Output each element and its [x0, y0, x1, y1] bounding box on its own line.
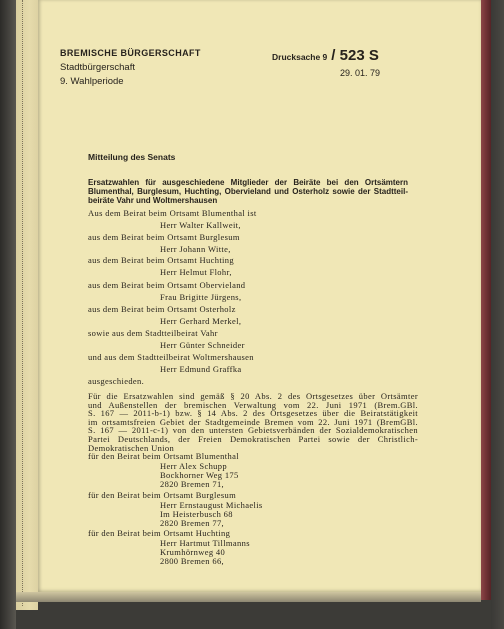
nominee-street: Krumhörnweg 40: [160, 547, 226, 557]
organization-name: BREMISCHE BÜRGERSCHAFT: [60, 48, 201, 58]
departure-person: Herr Walter Kallweit,: [160, 220, 241, 230]
chamber-name: Stadtbürgerschaft: [60, 62, 135, 73]
document-title: Mitteilung des Senats: [88, 152, 176, 162]
departure-person: Herr Edmund Graffka: [160, 364, 242, 374]
departure-person: Herr Johann Witte,: [160, 244, 231, 254]
page-bottom-edge: [16, 592, 481, 602]
departure-board: aus dem Beirat beim Ortsamt Huchting: [88, 255, 234, 265]
departure-person: Herr Helmut Flohr,: [160, 267, 232, 277]
binder-spine: [0, 0, 16, 629]
subject-line: beiräte Vahr und Woltmershausen: [88, 196, 218, 205]
binder-margin-strip: [16, 0, 38, 610]
legislative-period: 9. Wahlperiode: [60, 76, 124, 87]
nomination-board: für den Beirat beim Ortsamt Huchting: [88, 528, 231, 538]
nominee-street: Bockhorner Weg 175: [160, 470, 239, 480]
departure-board: aus dem Beirat beim Ortsamt Burglesum: [88, 232, 240, 242]
paragraph-line: Demokratischen Union: [88, 442, 175, 453]
nominee-city: 2820 Bremen 77,: [160, 518, 225, 528]
paragraph-line: S. 167 — 2011-b-1) bzw. § 14 Abs. 2 des Ortsgesetzes über die Beiratstätigkeit: [88, 408, 418, 419]
binder-outer-edge: [491, 0, 504, 629]
document-date: 29. 01. 79: [340, 68, 381, 78]
subject-line: Blumenthal, Burglesum, Huchting, Obervieland und Osterholz sowie der Stadtteil-: [88, 187, 408, 196]
nomination-board: für den Beirat beim Ortsamt Burglesum: [88, 490, 237, 500]
nominee-name: Herr Ernstaugust Michaelis: [160, 500, 263, 510]
nomination-board: für den Beirat beim Ortsamt Blumenthal: [88, 451, 239, 461]
subject-line: Ersatzwahlen für ausgeschiedene Mitglieder der Beiräte bei den Ortsämtern: [88, 178, 408, 187]
nominee-name: Herr Hartmut Tillmanns: [160, 538, 250, 548]
binder-cover-edge: [481, 0, 491, 600]
nominee-name: Herr Alex Schupp: [160, 461, 227, 471]
departure-person: Herr Günter Schneider: [160, 340, 245, 350]
departure-person: Frau Brigitte Jürgens,: [160, 292, 242, 302]
departure-board: aus dem Beirat beim Ortsamt Osterholz: [88, 304, 236, 314]
paragraph-line: Partei Deutschlands, der Freien Demokratischen Partei sowie der Christlich-: [88, 434, 418, 444]
drucksache-reference: [272, 47, 379, 67]
departure-board: aus dem Beirat beim Ortsamt Obervieland: [88, 280, 246, 290]
departure-person: Herr Gerhard Merkel,: [160, 316, 242, 326]
paragraph-line: im ortsamtsfreien Gebiet der Stadtgemeinde Bremen vom 22. Juni 1971 (BremGBl.: [88, 416, 418, 427]
departure-board: und aus dem Stadtteilbeirat Woltmershausen: [88, 352, 254, 362]
departure-board: Aus dem Beirat beim Ortsamt Blumenthal ist: [88, 208, 257, 218]
departure-board: sowie aus dem Stadtteilbeirat Vahr: [88, 328, 218, 338]
paragraph-line: S. 167 — 2011-c-1) von den untersten Gebietsverbänden der Sozialdemokratischen: [88, 425, 418, 436]
drucksache-label: Drucksache 9: [272, 52, 328, 62]
nominee-city: 2820 Bremen 71,: [160, 479, 225, 489]
paragraph-line: Für die Ersatzwahlen sind gemäß § 20 Abs. 2 des Ortsgesetzes über Ortsämter: [88, 391, 418, 401]
paragraph-line: und Außenstellen der bremischen Verwaltung vom 22. Juni 1971 (Brem.GBl.: [88, 399, 418, 410]
binder-perforation-line: [22, 0, 23, 606]
nominee-city: 2800 Bremen 66,: [160, 556, 225, 566]
drucksache-number: / 523 S: [331, 47, 379, 64]
nominee-street: Im Heisterbusch 68: [160, 509, 233, 519]
departures-closing: ausgeschieden.: [88, 376, 145, 386]
